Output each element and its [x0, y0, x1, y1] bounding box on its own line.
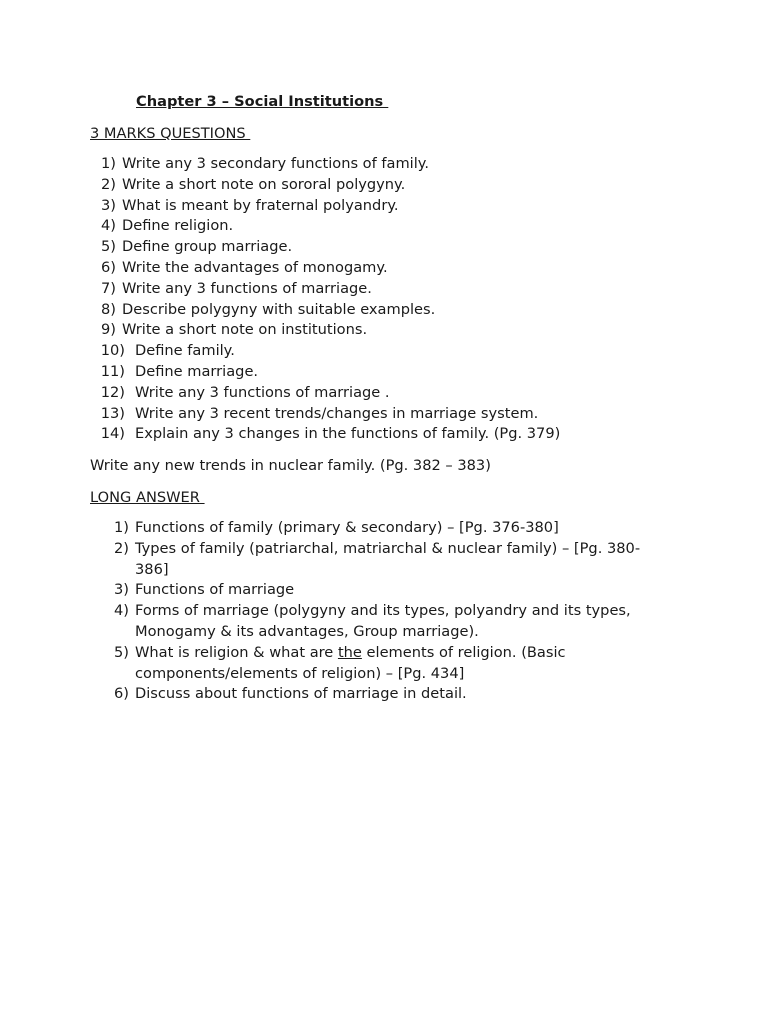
marks-questions-list [90, 154, 690, 445]
extra-question: Write any new trends in nuclear family. (Pg. 382 – 383) [90, 457, 491, 474]
chapter-title: Chapter 3 – Social Institutions [136, 93, 389, 110]
list-item: 4) Define religion. [101, 217, 234, 235]
list-item: 3) Functions of marriage [114, 581, 295, 599]
list-item: 10) Define family. [100, 342, 235, 360]
list-item: 11) Define marriage. [100, 362, 259, 380]
list-item: 3) What is meant by fraternal polyandry. [101, 196, 399, 214]
list-item: 9) Write a short note on institutions. [101, 321, 368, 339]
list-item: 14) Explain any 3 changes in the functions of family. (Pg. 379) [100, 425, 561, 443]
list-item: 13) Write any 3 recent trends/changes in marriage system. [100, 404, 539, 422]
list-item: 12) Write any 3 functions of marriage . [100, 383, 390, 401]
list-item: 1) Write any 3 secondary functions of family. [101, 155, 429, 172]
marks-questions-heading: 3 MARKS QUESTIONS [90, 125, 251, 142]
list-item: 6) Write the advantages of monogamy. [101, 258, 388, 276]
list-item: 4) Forms of marriage (polygyny and its types, polyandry and its types, Monogamy & its advantages, Group marriage). [114, 602, 631, 640]
long-answer-list [90, 518, 668, 705]
list-item: 6) Discuss about functions of marriage in detail. [114, 685, 467, 703]
list-item: 5) Define group marriage. [101, 238, 293, 256]
list-item: 2) Write a short note on sororal polygyny. [101, 175, 406, 193]
list-item: 7) Write any 3 functions of marriage. [101, 279, 372, 297]
list-item: 1) Functions of family (primary & secondary) – [Pg. 376-380] [114, 519, 559, 536]
list-item: 2) Types of family (patriarchal, matriarchal & nuclear family) – [Pg. 380-386] [114, 539, 641, 578]
list-item: 5) What is religion & what are the elements of religion. (Basic components/elements of religion) – [Pg. 434] [114, 643, 566, 682]
list-item: 8) Describe polygyny with suitable examples. [101, 300, 436, 318]
long-answer-heading: LONG ANSWER [90, 489, 205, 506]
